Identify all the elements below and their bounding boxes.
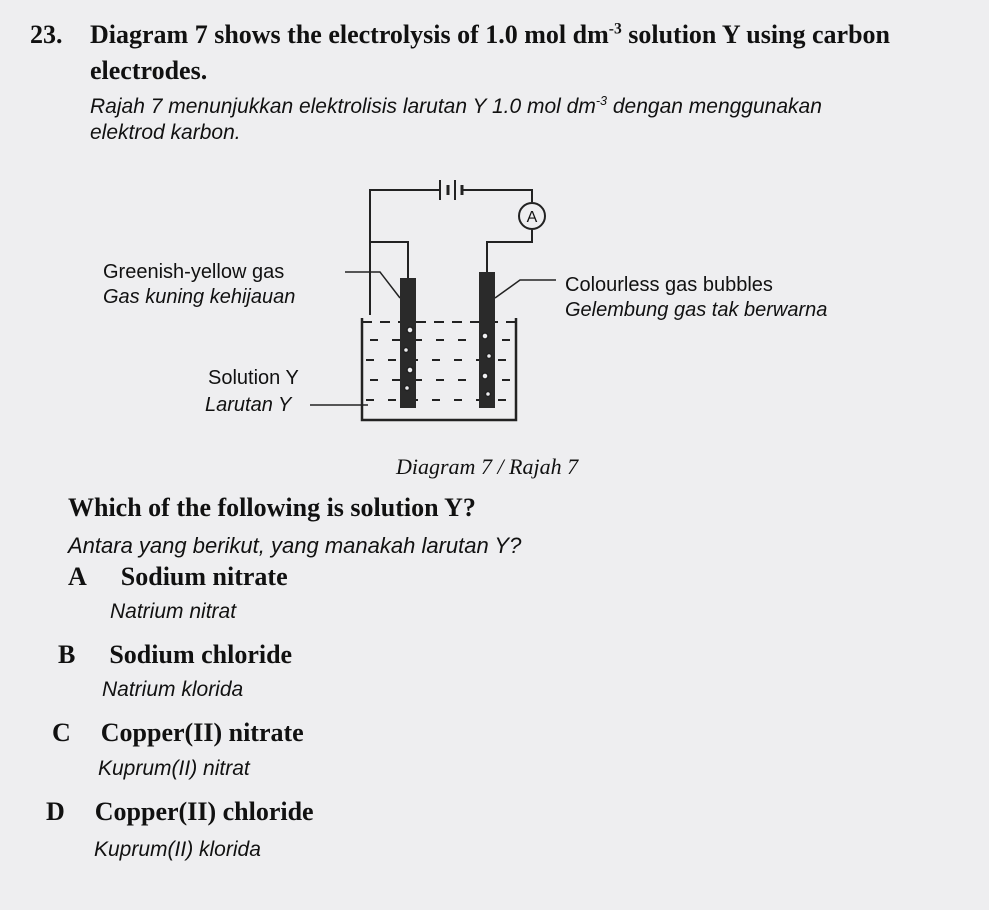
right-gas-label-en: Colourless gas bubbles	[565, 274, 773, 296]
option-b-my: Natrium klorida	[102, 678, 244, 701]
right-wire	[487, 230, 532, 272]
question-stem-en: Diagram 7 shows the electrolysis of 1.0 mol $dm^{-3}$ solution Y using carbon	[90, 20, 891, 49]
bubble-right	[487, 354, 492, 359]
solution-label-my: Larutan Y	[205, 394, 292, 416]
option-a-my: Natrium nitrat	[110, 600, 237, 623]
option-a[interactable]	[68, 562, 288, 592]
bubble-left	[407, 367, 413, 373]
prompt-en: Which of the following is solution Y?	[68, 493, 476, 522]
question-stem-en-line2: electrodes.	[90, 56, 208, 85]
question-number: 23.	[30, 20, 63, 49]
option-c-my: Kuprum(II) nitrat	[98, 757, 250, 780]
option-d-my: Kuprum(II) klorida	[94, 838, 261, 861]
solution-label-en: Solution Y	[208, 367, 299, 389]
bubble-left	[407, 327, 413, 333]
prompt-my: Antara yang berikut, yang manakah larutan Y?	[68, 533, 522, 558]
left-gas-leader	[345, 272, 400, 298]
right-gas-leader	[495, 280, 556, 298]
ammeter-label: A	[526, 209, 538, 226]
question-stem-my-line2: elektrod karbon.	[90, 121, 241, 144]
option-text-en: Copper(II) nitrate	[100, 718, 304, 747]
bubble-right	[482, 373, 488, 379]
bubble-left	[404, 348, 409, 353]
bubble-right	[482, 333, 488, 339]
question-stem-my: Rajah 7 menunjukkan elektrolisis larutan Y 1.0 mol $dm^{-3}$ dengan menggunakan	[90, 94, 822, 118]
top-right-wire	[462, 190, 532, 202]
option-letter: B	[58, 640, 76, 669]
option-text-en: Sodium chloride	[109, 640, 293, 669]
option-letter: D	[46, 797, 65, 826]
option-b[interactable]	[58, 640, 292, 670]
right-gas-label-my: Gelembung gas tak berwarna	[565, 299, 828, 321]
option-d[interactable]	[46, 797, 314, 827]
option-letter: C	[52, 718, 71, 747]
option-letter: A	[68, 562, 87, 591]
left-gas-label-my: Gas kuning kehijauan	[103, 286, 296, 308]
diagram-caption: Diagram 7 / Rajah 7	[396, 454, 579, 479]
right-carbon-electrode	[479, 272, 495, 408]
option-text-en: Copper(II) chloride	[94, 797, 314, 826]
option-c[interactable]	[52, 718, 304, 748]
bubble-right	[486, 392, 491, 397]
left-gas-label-en: Greenish-yellow gas	[103, 261, 285, 283]
option-text-en: Sodium nitrate	[120, 562, 288, 591]
bubble-left	[405, 386, 410, 391]
